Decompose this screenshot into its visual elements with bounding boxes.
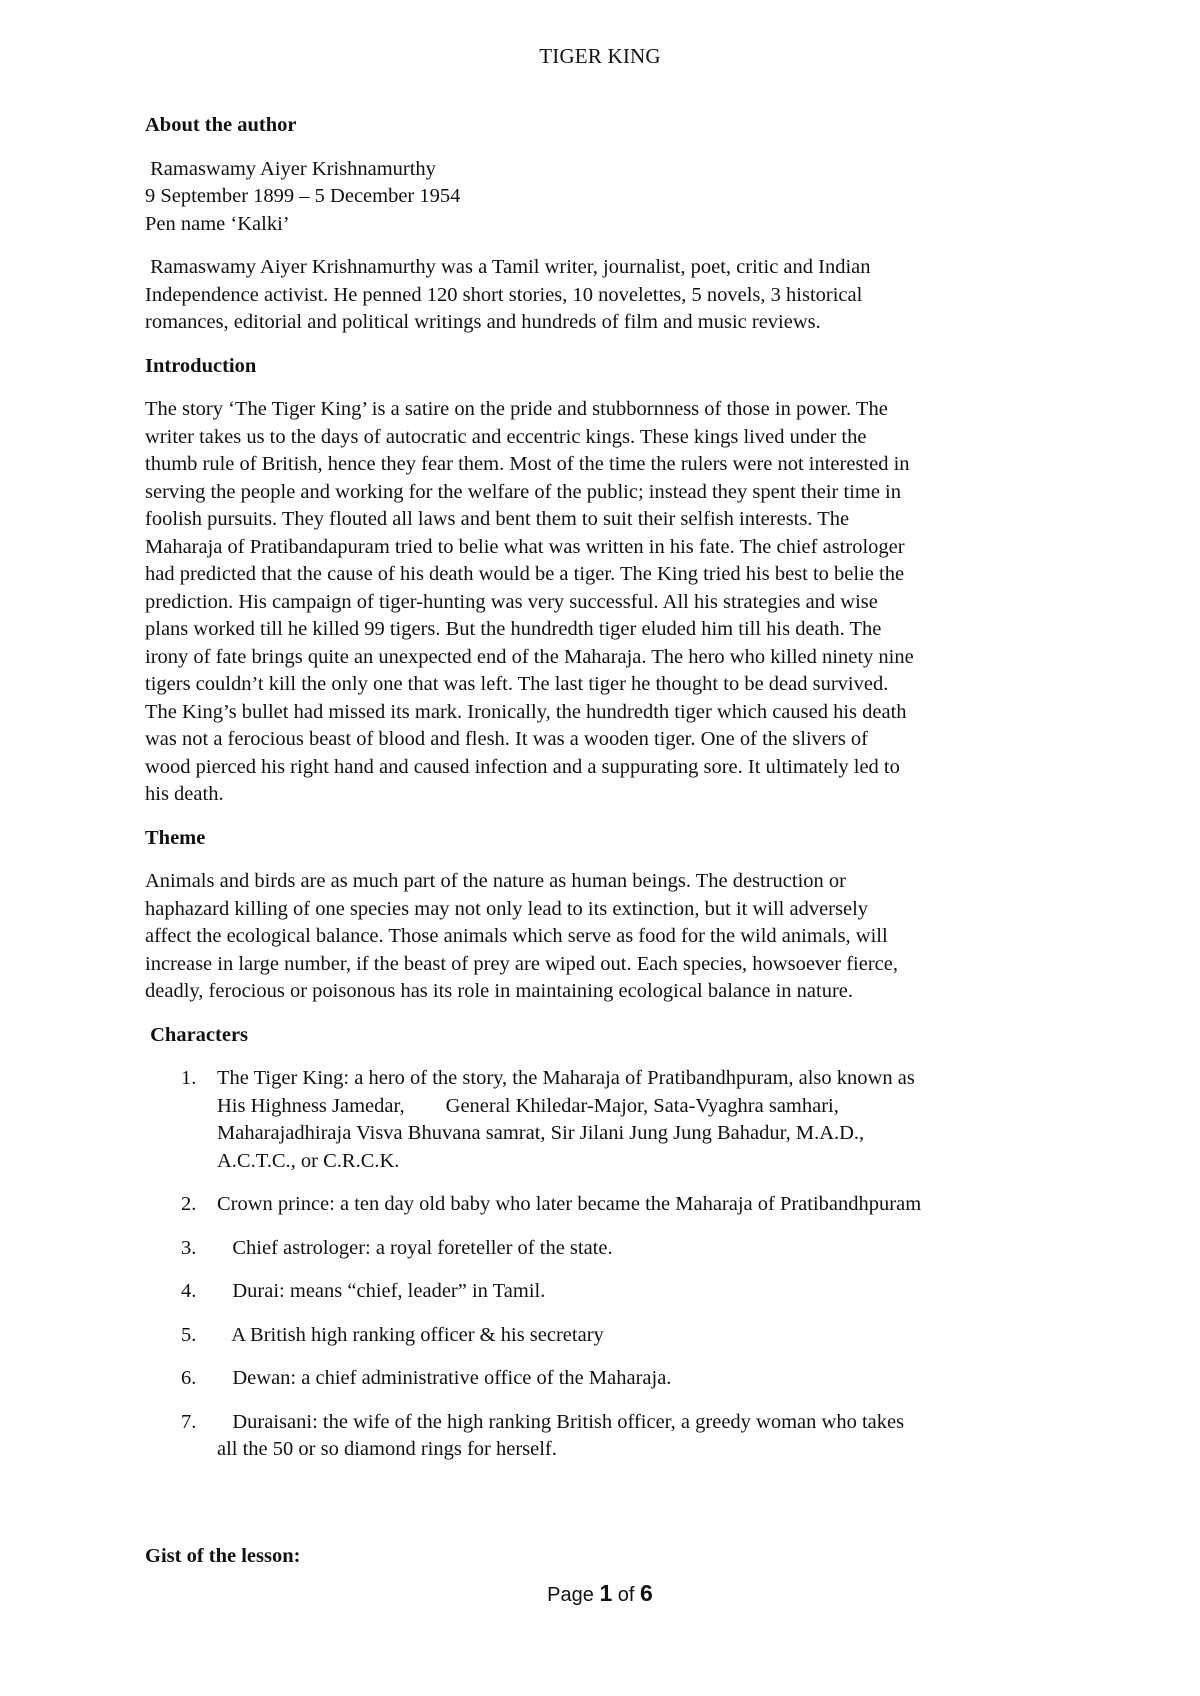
intro-line: prediction. His campaign of tiger-hunting was very successful. All his strategies and wise <box>145 590 878 613</box>
intro-line: wood pierced his right hand and caused infection and a suppurating sore. It ultimately led to <box>145 755 900 778</box>
introduction-paragraph <box>145 396 1075 809</box>
characters-section <box>145 1022 1075 1464</box>
character-line: A.C.T.C., or C.R.C.K. <box>217 1149 400 1172</box>
author-pen-name: Pen name ‘Kalki’ <box>145 212 290 235</box>
character-line: Maharajadhiraja Visva Bhuvana samrat, Sir Jilani Jung Jung Bahadur, M.A.D., <box>217 1122 865 1144</box>
list-number: 4. <box>181 1280 197 1302</box>
document-body <box>145 112 1075 1480</box>
theme-line: deadly, ferocious or poisonous has its role in maintaining ecological balance in nature. <box>145 980 853 1002</box>
footer-middle: of <box>612 1584 641 1606</box>
theme-line: Animals and birds are as much part of the nature as human beings. The destruction or <box>145 870 846 892</box>
author-name: Ramaswamy Aiyer Krishnamurthy <box>145 157 436 180</box>
character-line: all the 50 or so diamond rings for herself. <box>217 1438 557 1460</box>
list-item <box>181 1409 1075 1464</box>
list-item <box>181 1235 1075 1263</box>
list-number: 7. <box>181 1410 197 1433</box>
list-item <box>181 1191 1075 1219</box>
footer-prefix: Page <box>547 1584 600 1606</box>
theme-heading: Theme <box>145 826 206 849</box>
introduction-heading: Introduction <box>145 354 257 377</box>
intro-line: Maharaja of Pratibandapuram tried to belie what was written in his fate. The chief astrologer <box>145 535 905 558</box>
theme-line: affect the ecological balance. Those animals which serve as food for the wild animals, will <box>145 925 888 947</box>
theme-paragraph <box>145 868 1075 1006</box>
list-item <box>181 1322 1075 1350</box>
character-line: A British high ranking officer & his secretary <box>217 1323 604 1346</box>
theme-section <box>145 825 1075 1006</box>
character-line: Dewan: a chief administrative office of the Maharaja. <box>217 1367 672 1389</box>
author-dates: 9 September 1899 – 5 December 1954 <box>145 185 461 207</box>
list-item <box>181 1278 1075 1306</box>
intro-line: plans worked till he killed 99 tigers. But the hundredth tiger eluded him till his death. The <box>145 618 882 640</box>
list-number: 2. <box>181 1193 197 1215</box>
intro-line: his death. <box>145 783 224 805</box>
characters-heading: Characters <box>145 1023 249 1046</box>
theme-line: increase in large number, if the beast of prey are wiped out. Each species, howsoever fierce, <box>145 952 898 975</box>
intro-line: foolish pursuits. They flouted all laws and bent them to suit their selfish interests. The <box>145 508 850 530</box>
intro-line: tigers couldn’t kill the only one that was left. The last tiger he thought to be dead survived. <box>145 673 889 695</box>
footer-current-page: 1 <box>599 1580 613 1606</box>
characters-list <box>181 1065 1075 1464</box>
list-number: 6. <box>181 1367 197 1389</box>
intro-line: thumb rule of British, hence they fear them. Most of the time the rulers were not interested in <box>145 453 910 475</box>
character-line: His Highness Jamedar, General Khiledar-Major, Sata-Vyaghra samhari, <box>217 1094 839 1117</box>
list-number: 5. <box>181 1323 197 1346</box>
bio-line: Independence activist. He penned 120 short stories, 10 novelettes, 5 novels, 3 historical <box>145 283 863 306</box>
introduction-section <box>145 353 1075 809</box>
author-details <box>145 156 1075 239</box>
character-line: Chief astrologer: a royal foreteller of the state. <box>217 1236 613 1259</box>
theme-line: haphazard killing of one species may not only lead to its extinction, but it will adversely <box>145 897 869 920</box>
intro-line: irony of fate brings quite an unexpected end of the Maharaja. The hero who killed ninety nine <box>145 645 914 668</box>
list-item <box>181 1065 1075 1175</box>
document-title: TIGER KING <box>539 44 661 68</box>
gist-heading: Gist of the lesson: <box>145 1545 301 1567</box>
intro-line: writer takes us to the days of autocratic and eccentric kings. These kings lived under the <box>145 425 867 448</box>
intro-line: The story ‘The Tiger King’ is a satire on the pride and stubbornness of those in power. The <box>145 398 888 420</box>
intro-line: was not a ferocious beast of blood and flesh. It was a wooden tiger. One of the slivers of <box>145 728 869 750</box>
character-line: Crown prince: a ten day old baby who later became the Maharaja of Pratibandhpuram <box>217 1193 922 1215</box>
page-footer <box>0 1580 1200 1607</box>
about-author-section <box>145 112 1075 337</box>
character-line: The Tiger King: a hero of the story, the Maharaja of Pratibandhpuram, also known as <box>217 1067 915 1089</box>
bio-line: Ramaswamy Aiyer Krishnamurthy was a Tamil writer, journalist, poet, critic and Indian <box>145 256 871 278</box>
bio-line: romances, editorial and political writings and hundreds of film and music reviews. <box>145 311 821 333</box>
intro-line: serving the people and working for the welfare of the public; instead they spent their time in <box>145 480 901 503</box>
list-number: 3. <box>181 1236 197 1259</box>
about-author-heading: About the author <box>145 114 297 136</box>
intro-line: The King’s bullet had missed its mark. Ironically, the hundredth tiger which caused his death <box>145 700 907 723</box>
list-number: 1. <box>181 1067 197 1089</box>
footer-total-pages: 6 <box>640 1580 653 1606</box>
character-line: Durai: means “chief, leader” in Tamil. <box>217 1280 546 1302</box>
intro-line: had predicted that the cause of his death would be a tiger. The King tried his best to belie the <box>145 563 905 585</box>
author-bio <box>145 254 1075 337</box>
list-item <box>181 1365 1075 1393</box>
character-line: Duraisani: the wife of the high ranking British officer, a greedy woman who takes <box>217 1410 905 1433</box>
